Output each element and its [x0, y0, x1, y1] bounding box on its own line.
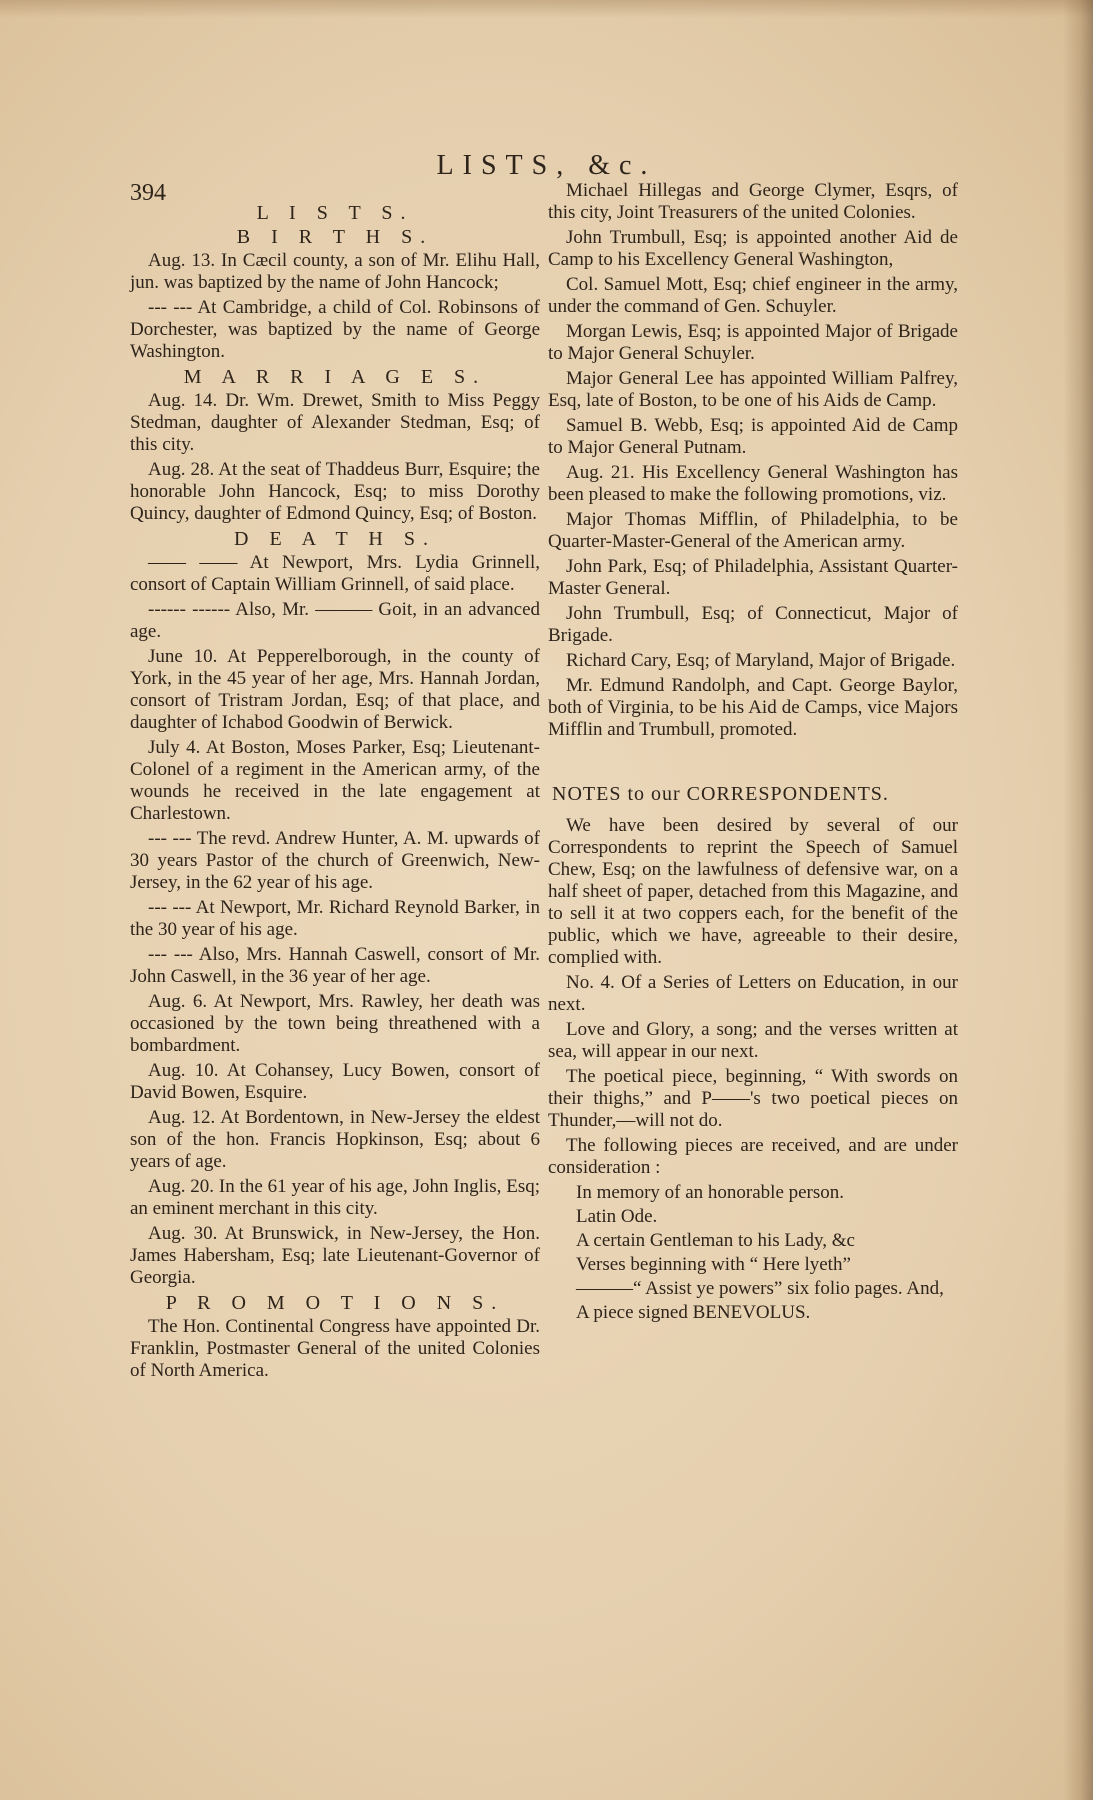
promotions-heading: P R O M O T I O N S. [165, 1292, 505, 1314]
promotion-entry: John Trumbull, Esq; is appointed another Aid de Camp to his Excellency General Washington, [548, 227, 958, 270]
death-entry: June 10. At Pepperelborough, in the county of York, in the 45 year of her age, Mrs. Hannah Jordan, consort of Tristram Jordan, Esq; of that place, and daughter of Ichabod Goodwin of Berwick. [130, 646, 540, 733]
consideration-item: In memory of an honorable person. [576, 1182, 845, 1203]
marriage-entry: Aug. 28. At the seat of Thaddeus Burr, Esquire; the honorable John Hancock, Esq; to miss Dorothy Quincy, daughter of Edmond Quincy, Esq; of Boston. [130, 459, 540, 524]
birth-entry: Aug. 13. In Cæcil county, a son of Mr. Elihu Hall, jun. was baptized by the name of John Hancock; [130, 250, 540, 293]
note-entry: No. 4. Of a Series of Letters on Education, in our next. [548, 972, 958, 1015]
death-entry: ------ ------ Also, Mr. ——— Goit, in an advanced age. [130, 599, 540, 642]
promotion-entry: Morgan Lewis, Esq; is appointed Major of Brigade to Major General Schuyler. [548, 321, 958, 364]
note-entry: Love and Glory, a song; and the verses written at sea, will appear in our next. [548, 1019, 958, 1062]
promotion-entry: Major General Lee has appointed William Palfrey, Esq, late of Boston, to be one of his Aids de Camp. [548, 368, 958, 411]
right-column [548, 180, 958, 1326]
death-entry: July 4. At Boston, Moses Parker, Esq; Lieutenant-Colonel of a regiment in the American army, of the wounds he received in the late engagement at Charlestown. [130, 737, 540, 824]
lists-heading: L I S T S. [256, 202, 414, 224]
death-entry: Aug. 30. At Brunswick, in New-Jersey, the Hon. James Habersham, Esq; late Lieutenant-Governor of Georgia. [130, 1223, 540, 1288]
running-title: LISTS, &c. [436, 150, 657, 181]
consideration-item: A piece signed BENEVOLUS. [576, 1302, 811, 1323]
birth-entry: --- --- At Cambridge, a child of Col. Robinsons of Dorchester, was baptized by the name of George Washington. [130, 297, 540, 362]
promotion-entry: John Trumbull, Esq; of Connecticut, Major of Brigade. [548, 603, 958, 646]
death-entry: —— —— At Newport, Mrs. Lydia Grinnell, consort of Captain William Grinnell, of said place. [130, 552, 540, 595]
consideration-item: A certain Gentleman to his Lady, &c [576, 1230, 855, 1251]
promotion-entry: Aug. 21. His Excellency General Washington has been pleased to make the following promotions, viz. [548, 462, 958, 505]
marriages-heading: M A R R I A G E S. [183, 366, 487, 388]
note-entry: The poetical piece, beginning, “ With swords on their thighs,” and P——'s two poetical pieces on Thunder,—will not do. [548, 1066, 958, 1131]
promotion-entry: John Park, Esq; of Philadelphia, Assistant Quarter-Master General. [548, 556, 958, 599]
death-entry: Aug. 10. At Cohansey, Lucy Bowen, consort of David Bowen, Esquire. [130, 1060, 540, 1103]
page-right-edge [1063, 0, 1093, 1800]
births-heading: B I R T H S. [236, 226, 434, 248]
promotion-entry: Col. Samuel Mott, Esq; chief engineer in the army, under the command of Gen. Schuyler. [548, 274, 958, 317]
death-entry: --- --- The revd. Andrew Hunter, A. M. upwards of 30 years Pastor of the church of Greenwich, New-Jersey, in the 62 year of his age. [130, 828, 540, 893]
consideration-item: Latin Ode. [576, 1206, 658, 1227]
left-column [130, 200, 540, 1385]
death-entry: --- --- At Newport, Mr. Richard Reynold Barker, in the 30 year of his age. [130, 897, 540, 940]
note-entry: The following pieces are received, and are under consideration : [548, 1135, 958, 1178]
promotion-entry: Richard Cary, Esq; of Maryland, Major of Brigade. [566, 650, 956, 671]
death-entry: Aug. 20. In the 61 year of his age, John Inglis, Esq; an eminent merchant in this city. [130, 1176, 540, 1219]
page-number: 394 [130, 180, 166, 206]
death-entry: --- --- Also, Mrs. Hannah Caswell, consort of Mr. John Caswell, in the 36 year of her age. [130, 944, 540, 987]
deaths-heading: D E A T H S. [234, 528, 436, 550]
death-entry: Aug. 12. At Bordentown, in New-Jersey the eldest son of the hon. Francis Hopkinson, Esq; about 6 years of age. [130, 1107, 540, 1172]
promotion-entry: Major Thomas Mifflin, of Philadelphia, to be Quarter-Master-General of the American army. [548, 509, 958, 552]
note-entry: We have been desired by several of our Correspondents to reprint the Speech of Samuel Chew, Esq; on the lawfulness of defensive war, on a half sheet of paper, detached from this Magazine, and to sell it at two coppers each, for the benefit of the public, which we have, agreeable to their desire, complied with. [548, 815, 958, 968]
consideration-item: ———“ Assist ye powers” six folio pages. And, [576, 1278, 944, 1299]
promotion-entry: Michael Hillegas and George Clymer, Esqrs, of this city, Joint Treasurers of the united Colonies. [548, 180, 958, 223]
promotion-entry: The Hon. Continental Congress have appointed Dr. Franklin, Postmaster General of the united Colonies of North America. [130, 1316, 540, 1381]
death-entry: Aug. 6. At Newport, Mrs. Rawley, her death was occasioned by the town being threathened with a bombardment. [130, 991, 540, 1056]
page-top-edge [0, 0, 1093, 18]
consideration-item: Verses beginning with “ Here lyeth” [576, 1254, 851, 1275]
marriage-entry: Aug. 14. Dr. Wm. Drewet, Smith to Miss Peggy Stedman, daughter of Alexander Stedman, Esq; of this city. [130, 390, 540, 455]
promotion-entry: Mr. Edmund Randolph, and Capt. George Baylor, both of Virginia, to be his Aid de Camps, vice Majors Mifflin and Trumbull, promoted. [548, 675, 958, 740]
promotion-entry: Samuel B. Webb, Esq; is appointed Aid de Camp to Major General Putnam. [548, 415, 958, 458]
notes-heading: NOTES to our CORRESPONDENTS. [552, 783, 889, 805]
